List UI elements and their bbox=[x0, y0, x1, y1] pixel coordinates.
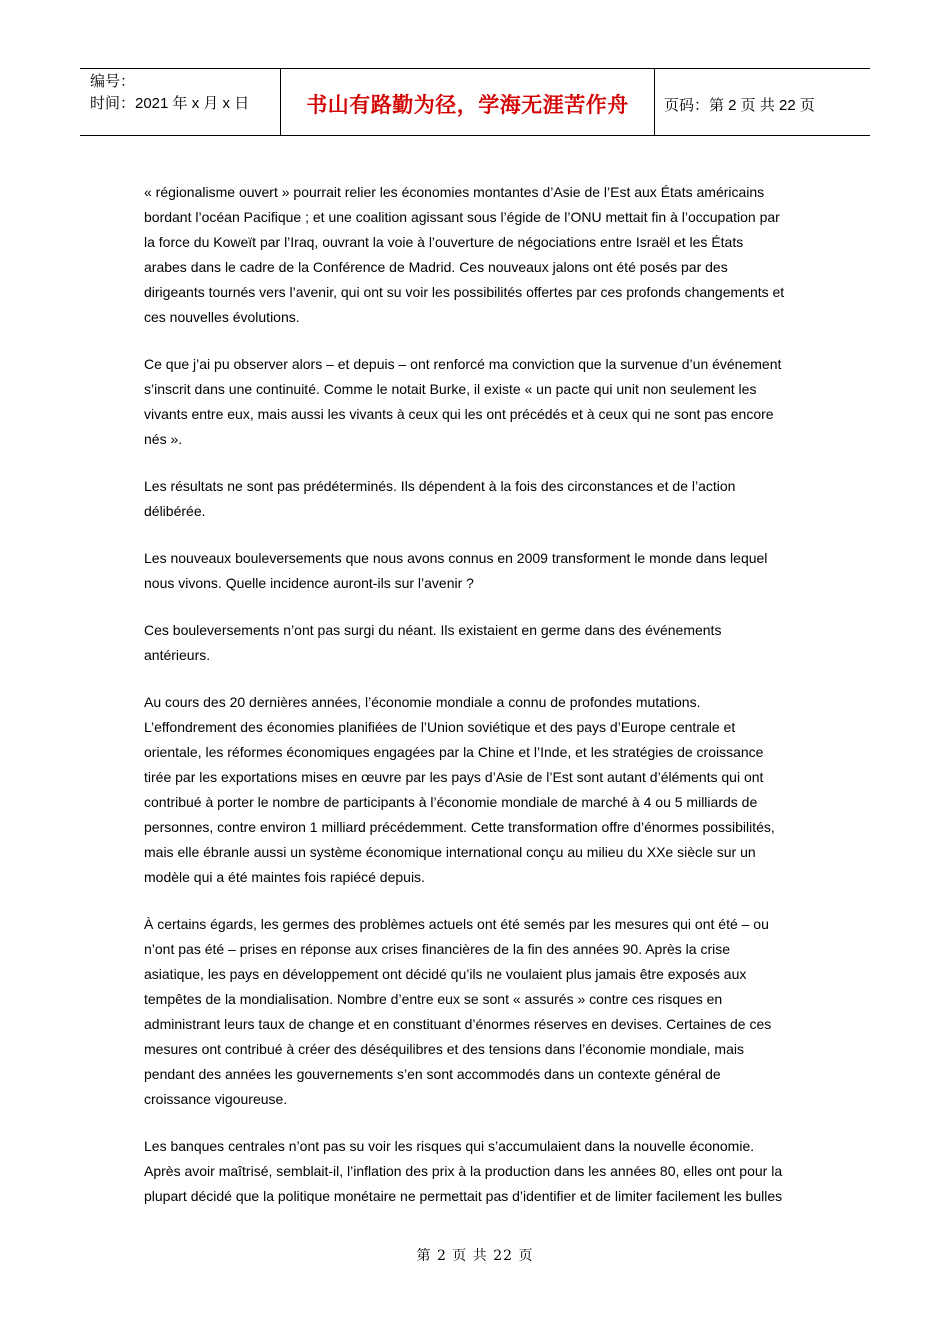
text-line: la force du Koweït par l’Iraq, ouvrant la voie à l’ouverture de négociations entre Israël et les États bbox=[144, 234, 744, 250]
text-line: Les résultats ne sont pas prédéterminés. Ils dépendent à la fois des circonstances et de l’action bbox=[144, 478, 736, 494]
body-paragraph bbox=[144, 474, 810, 524]
text-line: Ce que j’ai pu observer alors – et depuis – ont renforcé ma conviction que la survenue d’un événement bbox=[144, 356, 782, 372]
page-footer: 第 2 页 共 22 页 bbox=[416, 1248, 534, 1264]
document-number-label: 编号： bbox=[90, 73, 136, 90]
body-paragraph bbox=[144, 352, 810, 452]
body-paragraph bbox=[144, 1134, 810, 1209]
body-paragraph bbox=[144, 180, 810, 330]
text-line: plupart décidé que la politique monétaire ne permettait pas d’identifier et de limiter facilement les bulles bbox=[144, 1188, 783, 1204]
body-paragraph bbox=[144, 690, 810, 890]
document-date-label: 时间：2021 年 x 月 x 日 bbox=[90, 95, 250, 112]
document-body bbox=[144, 180, 810, 1231]
body-paragraph bbox=[144, 546, 810, 596]
text-line: dirigeants tournés vers l’avenir, qui ont su voir les possibilités offertes par ces profonds changements et bbox=[144, 284, 785, 300]
text-line: contribué à porter le nombre de participants à l’économie mondiale de marché à 4 ou 5 milliards de bbox=[144, 794, 758, 810]
text-line: « régionalisme ouvert » pourrait relier les économies montantes d’Asie de l’Est aux États américains bbox=[144, 184, 765, 200]
text-line: modèle qui a été maintes fois rapiécé depuis. bbox=[144, 869, 425, 885]
text-line: tirée par les exportations mises en œuvre par les pays d’Asie de l’Est sont autant d’éléments qui ont bbox=[144, 769, 764, 785]
header-motto-cell bbox=[281, 69, 655, 135]
body-paragraph bbox=[144, 618, 810, 668]
text-line: antérieurs. bbox=[144, 647, 211, 663]
header-motto: 书山有路勤为径，学海无涯苦作舟 bbox=[306, 93, 629, 117]
text-line: Après avoir maîtrisé, semblait-il, l’inflation des prix à la production dans les années 80, elles ont pour la bbox=[144, 1163, 783, 1179]
text-line: administrant leurs taux de change et en constituant d’énormes réserves en devises. Certaines de ces bbox=[144, 1016, 772, 1032]
text-line: nous vivons. Quelle incidence auront-ils sur l’avenir ? bbox=[144, 575, 474, 591]
text-line: délibérée. bbox=[144, 503, 206, 519]
text-line: arabes dans le cadre de la Conférence de Madrid. Ces nouveaux jalons ont été posés par des bbox=[144, 259, 728, 275]
text-line: mesures ont contribué à créer des déséquilibres et des tensions dans l’économie mondiale, mais bbox=[144, 1041, 744, 1057]
text-line: asiatique, les pays en développement ont décidé qu’ils ne voulaient plus jamais être exposés aux bbox=[144, 966, 747, 982]
text-line: bordant l’océan Pacifique ; et une coalition agissant sous l’égide de l’ONU mettait fin à l’occupation par bbox=[144, 209, 780, 225]
header-page-number: 页码：第 2 页 共 22 页 bbox=[664, 96, 815, 114]
text-line: À certains égards, les germes des problèmes actuels ont été semés par les mesures qui ont été – ou bbox=[144, 916, 769, 932]
text-line: vivants entre eux, mais aussi les vivants à ceux qui les ont précédés et à ceux qui ne sont pas encore bbox=[144, 406, 774, 422]
text-line: tempêtes de la mondialisation. Nombre d’entre eux se sont « assurés » contre ces risques en bbox=[144, 991, 723, 1007]
text-line: s’inscrit dans une continuité. Comme le notait Burke, il existe « un pacte qui unit non seulement les bbox=[144, 381, 757, 397]
text-line: Au cours des 20 dernières années, l’économie mondiale a connu de profondes mutations. bbox=[144, 694, 701, 710]
text-line: Ces bouleversements n’ont pas surgi du néant. Ils existaient en germe dans des événements bbox=[144, 622, 722, 638]
text-line: croissance vigoureuse. bbox=[144, 1091, 288, 1107]
text-line: nés ». bbox=[144, 431, 183, 447]
text-line: pendant des années les gouvernements s’en sont accommodés dans un contexte général de bbox=[144, 1066, 721, 1082]
header-page-cell bbox=[655, 69, 870, 135]
text-line: L’effondrement des économies planifiées de l’Union soviétique et des pays d’Europe centrale et bbox=[144, 719, 736, 735]
text-line: Les nouveaux bouleversements que nous avons connus en 2009 transforment le monde dans lequel bbox=[144, 550, 768, 566]
body-paragraph bbox=[144, 912, 810, 1112]
text-line: Les banques centrales n’ont pas su voir les risques qui s’accumulaient dans la nouvelle économie. bbox=[144, 1138, 755, 1154]
text-line: orientale, les réformes économiques engagées par la Chine et l’Inde, et les stratégies de croissance bbox=[144, 744, 764, 760]
text-line: personnes, contre environ 1 milliard précédemment. Cette transformation offre d’énormes possibilités, bbox=[144, 819, 775, 835]
header-meta-cell bbox=[80, 69, 281, 135]
page-header bbox=[80, 68, 870, 136]
text-line: ces nouvelles évolutions. bbox=[144, 309, 300, 325]
text-line: mais elle ébranle aussi un système économique international conçu au milieu du XXe siècle sur un bbox=[144, 844, 756, 860]
text-line: n’ont pas été – prises en réponse aux crises financières de la fin des années 90. Après la crise bbox=[144, 941, 731, 957]
